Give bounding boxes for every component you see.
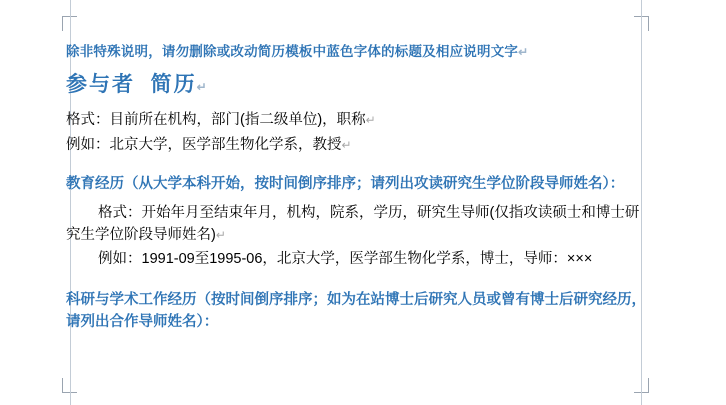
education-heading <box>66 173 646 195</box>
research-heading <box>66 289 646 334</box>
education-example <box>66 248 646 270</box>
paragraph-mark-icon: ↵ <box>365 112 376 127</box>
paragraph-mark-icon: ↵ <box>196 80 209 95</box>
format-line <box>66 110 646 132</box>
template-notice-text: 除非特殊说明，请勿删除或改动简历模板中蓝色字体的标题及相应说明文字 <box>66 44 519 59</box>
education-example-text: 例如：1991-09至1995-06，北京大学，医学部生物化学系，博士，导师：××× <box>98 251 593 268</box>
education-format-text: 格式：开始年月至结束年月，机构，院系，学历，研究生导师(仅指攻读硕士和博士研究生学位阶段导师姓名) <box>66 204 640 243</box>
format-line-text: 格式：目前所在机构，部门(指二级单位)，职称 <box>66 111 366 128</box>
paragraph-mark-icon: ↵ <box>341 138 352 153</box>
page-title <box>66 71 646 98</box>
education-format <box>66 202 646 247</box>
research-heading-text: 科研与学术工作经历（按时间倒序排序；如为在站博士后研究人员或曾有博士后研究经历，请列出合作导师姓名）： <box>66 291 646 331</box>
example-line <box>66 135 646 157</box>
education-heading-text: 教育经历（从大学本科开始，按时间倒序排序；请列出攻读研究生学位阶段导师姓名）： <box>66 176 625 193</box>
page-title-text: 参与者 简历 <box>66 73 197 97</box>
example-line-text: 例如：北京大学，医学部生物化学系，教授 <box>66 137 342 154</box>
paragraph-mark-icon: ↵ <box>518 45 529 59</box>
document-body <box>66 42 646 340</box>
paragraph-mark-icon: ↵ <box>215 227 226 242</box>
template-notice <box>66 42 646 62</box>
